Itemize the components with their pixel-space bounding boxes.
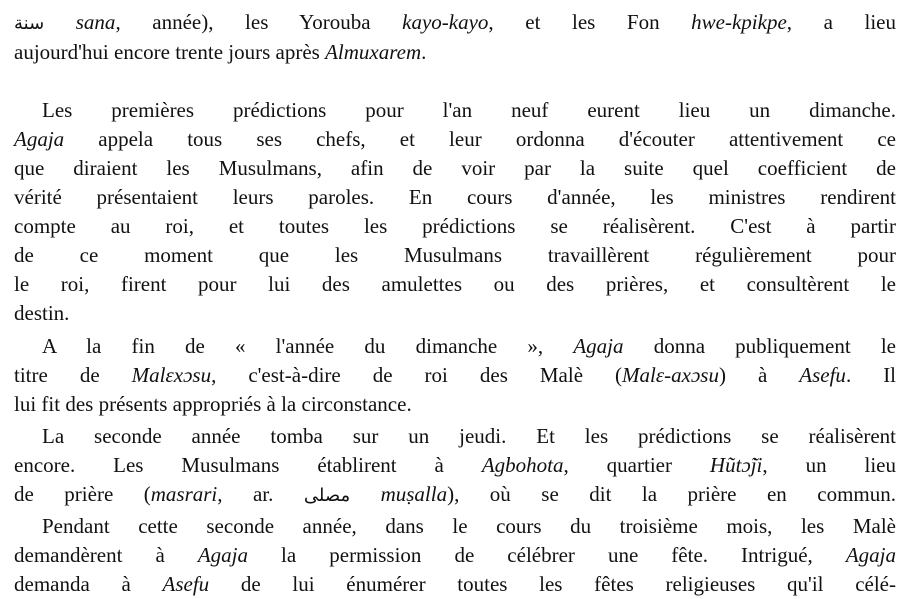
italic-term: kayo-kayo: [402, 10, 489, 34]
text-line: [14, 541, 896, 570]
text-run: titre de: [14, 363, 132, 387]
italic-term: Asefu: [799, 363, 846, 387]
text-run: [350, 482, 380, 506]
text-run: de lui énumérer toutes les fêtes religieuses qu'il célé-: [209, 572, 896, 596]
text-run: . Il: [845, 363, 897, 387]
text-run: , un lieu: [762, 453, 897, 477]
text-line: [14, 299, 896, 328]
text-run: vérité présentaient leurs paroles. En cours d'année, les ministres rendirent: [14, 185, 896, 209]
text-line: [14, 390, 896, 419]
text-line: [14, 8, 896, 37]
italic-term: Asefu: [162, 572, 210, 596]
italic-term: Almuxarem: [325, 40, 422, 64]
text-run: La seconde année tomba sur un jeudi. Et les prédictions se réalisèrent: [42, 424, 896, 448]
italic-term: sana: [75, 10, 116, 34]
text-run: encore. Les Musulmans établirent à: [14, 453, 482, 477]
text-line: [14, 361, 896, 390]
text-line: [14, 332, 896, 361]
text-run: [44, 10, 76, 34]
text-run: de prière (: [14, 482, 151, 506]
text-line: [14, 270, 896, 299]
text-line: [14, 451, 896, 480]
text-line: [14, 96, 896, 125]
text-run: donna publiquement le: [623, 334, 896, 358]
text-run: , a lieu: [786, 10, 896, 34]
italic-term: masrari: [150, 482, 218, 506]
text-run: destin.: [14, 301, 70, 325]
italic-term: Hũtɔ̃ji: [709, 453, 763, 477]
italic-term: muṣalla: [380, 482, 448, 506]
text-run: lui fit des présents appropriés à la circonstance.: [14, 392, 412, 416]
text-run: de ce moment que les Musulmans travaillèrent régulièrement pour: [14, 243, 896, 267]
text-run: aujourd'hui encore trente jours après: [14, 40, 326, 64]
italic-term: Agaja: [845, 543, 896, 567]
text-run: , année), les Yorouba: [115, 10, 403, 34]
arabic-term: مصلى: [303, 485, 351, 506]
text-line: [14, 212, 896, 241]
italic-term: Malɛxɔsu: [131, 363, 212, 387]
text-run: appela tous ses chefs, et leur ordonna d'écouter attentivement ce: [64, 127, 896, 151]
text-run: demanda à: [14, 572, 163, 596]
text-line: [14, 38, 896, 67]
text-run: , et les Fon: [488, 10, 692, 34]
text-run: , c'est-à-dire de roi des Malè (: [211, 363, 623, 387]
text-run: demandèrent à: [14, 543, 198, 567]
text-run: le roi, firent pour lui des amulettes ou des prières, et consultèrent le: [14, 272, 896, 296]
text-line: [14, 570, 896, 599]
text-line: [14, 422, 896, 451]
text-line: [14, 480, 896, 509]
italic-term: Malɛ-axɔsu: [622, 363, 719, 387]
text-run: , ar.: [217, 482, 304, 506]
text-run: .: [421, 40, 427, 64]
text-line: [14, 183, 896, 212]
italic-term: Agbohota: [481, 453, 564, 477]
text-run: Les premières prédictions pour l'an neuf eurent lieu un dimanche.: [42, 98, 896, 122]
text-run: ), où se dit la prière en commun.: [447, 482, 897, 506]
text-run: compte au roi, et toutes les prédictions se réalisèrent. C'est à partir: [14, 214, 896, 238]
text-run: la permission de célébrer une fête. Intrigué,: [248, 543, 846, 567]
text-run: que diraient les Musulmans, afin de voir par la suite quel coefficient de: [14, 156, 896, 180]
italic-term: Agaja: [573, 334, 624, 358]
text-run: Pendant cette seconde année, dans le cours du troisième mois, les Malè: [42, 514, 896, 538]
text-run: ) à: [718, 363, 800, 387]
italic-term: Agaja: [197, 543, 249, 567]
text-run: A la fin de « l'année du dimanche »,: [42, 334, 574, 358]
text-run: , quartier: [563, 453, 710, 477]
text-line: [14, 125, 896, 154]
italic-term: hwe-kpikpe: [691, 10, 787, 34]
arabic-term: سنة: [14, 13, 45, 34]
text-line: [14, 154, 896, 183]
text-line: [14, 241, 896, 270]
text-line: [14, 512, 896, 541]
italic-term: Agaja: [14, 127, 65, 151]
